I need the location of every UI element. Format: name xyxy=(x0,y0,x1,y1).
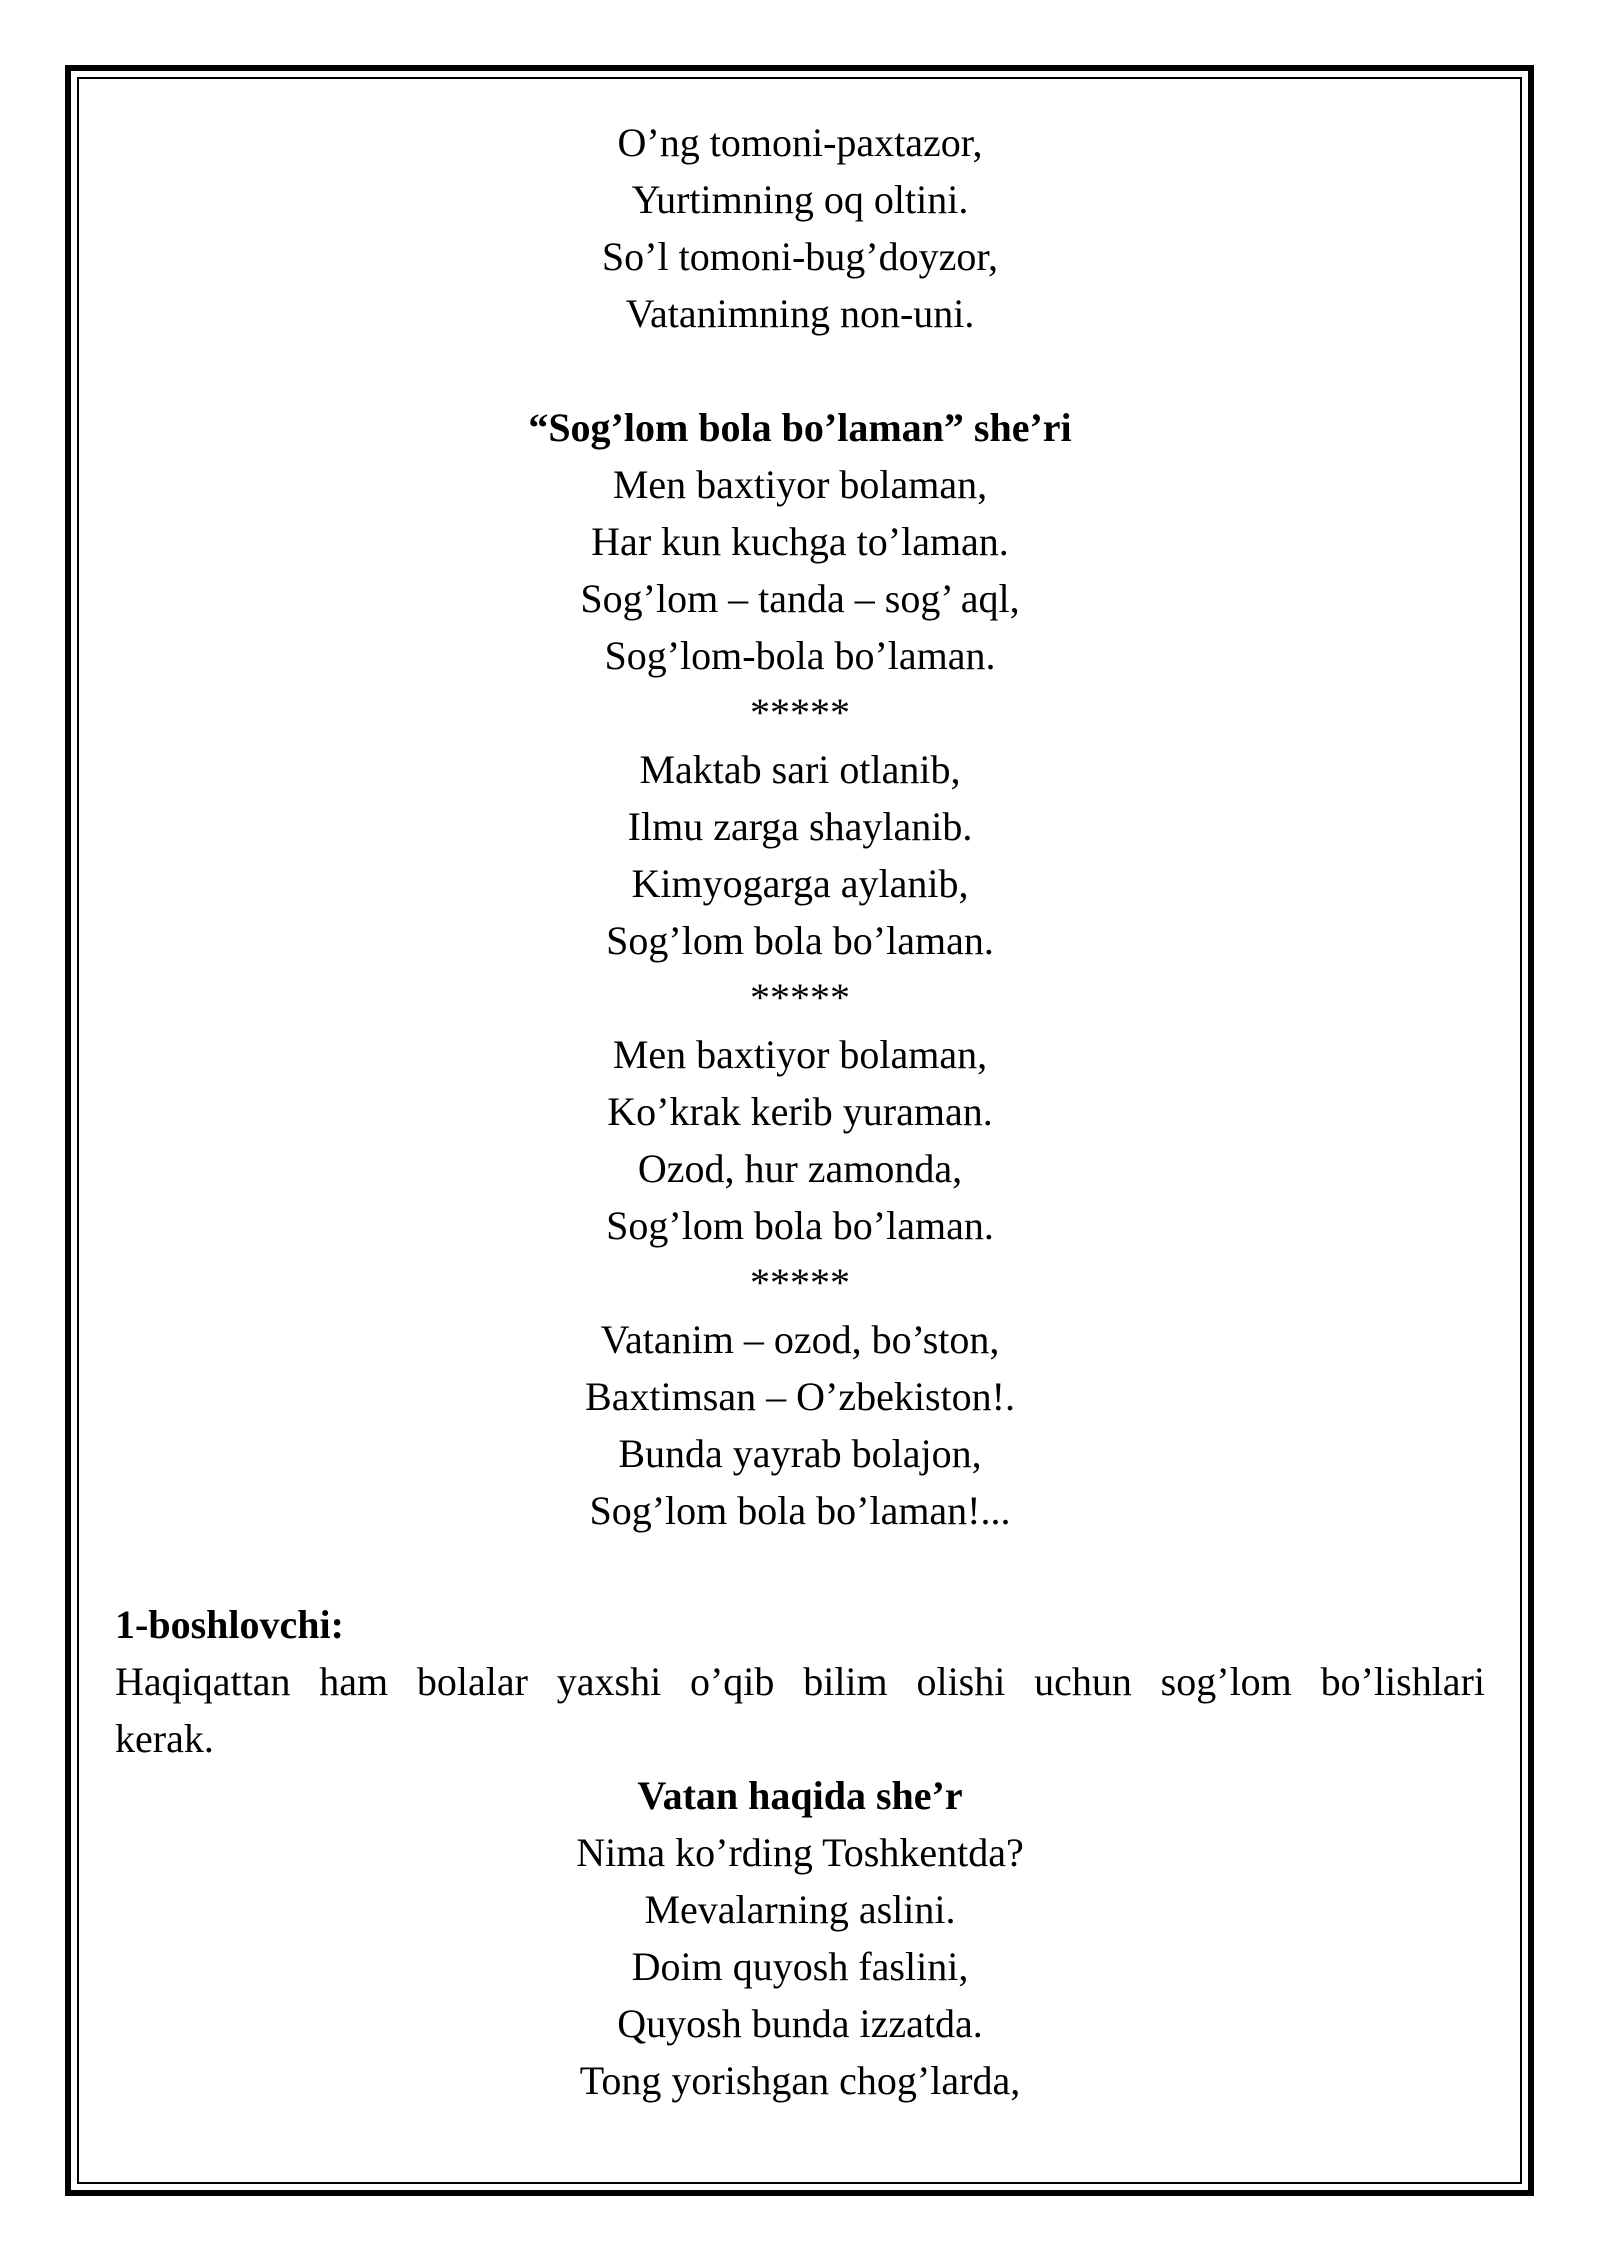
verse-line: Kimyogarga aylanib, xyxy=(631,861,969,906)
verse-line: Har kun kuchga to’laman. xyxy=(591,519,1009,564)
verse-line: Men baxtiyor bolaman, xyxy=(612,1032,988,1077)
verse-line: Men baxtiyor bolaman, xyxy=(612,462,988,507)
verse-line: So’l tomoni-bug’doyzor, xyxy=(601,234,999,279)
stanza-separator: ***** xyxy=(750,975,850,1020)
verse-line: Sog’lom bola bo’laman. xyxy=(606,918,994,963)
poem-title: Vatan haqida she’r xyxy=(637,1773,963,1818)
spacer xyxy=(115,342,1485,399)
stanza-separator: ***** xyxy=(750,690,850,735)
spacer xyxy=(115,1539,1485,1596)
verse-line: Tong yorishgan chog’larda, xyxy=(579,2058,1021,2103)
verse-line: Vatanim – ozod, bo’ston, xyxy=(600,1317,1000,1362)
verse-line: Bunda yayrab bolajon, xyxy=(618,1431,982,1476)
verse-line: Maktab sari otlanib, xyxy=(639,747,961,792)
host-label: 1-boshlovchi: xyxy=(115,1602,344,1647)
intro-stanza xyxy=(115,114,1485,342)
poem-title: “Sog’lom bola bo’laman” she’ri xyxy=(528,405,1072,450)
verse-line: Sog’lom-bola bo’laman. xyxy=(604,633,996,678)
verse-line: Sog’lom bola bo’laman. xyxy=(606,1203,994,1248)
verse-line: Ozod, hur zamonda, xyxy=(637,1146,963,1191)
verse-line: Mevalarning aslini. xyxy=(644,1887,956,1932)
verse-line: Ko’krak kerib yuraman. xyxy=(607,1089,993,1134)
document-body xyxy=(115,114,1485,2109)
host-text-line: Haqiqattan ham bolalar yaxshi o’qib bilim olishi uchun sog’lom bo’lishlari xyxy=(115,1659,1485,1704)
verse-line: Ilmu zarga shaylanib. xyxy=(627,804,973,849)
host-section xyxy=(115,1596,1485,1767)
verse-line: Nima ko’rding Toshkentda? xyxy=(576,1830,1024,1875)
verse-line: Quyosh bunda izzatda. xyxy=(617,2001,983,2046)
verse-line: Doim quyosh faslini, xyxy=(631,1944,969,1989)
poem-sogloom-bola xyxy=(115,399,1485,1539)
verse-line: Sog’lom bola bo’laman!... xyxy=(589,1488,1011,1533)
verse-line: Yurtimning oq oltini. xyxy=(631,177,969,222)
verse-line: Baxtimsan – O’zbekiston!. xyxy=(585,1374,1015,1419)
host-text-line: kerak. xyxy=(115,1716,214,1761)
stanza-separator: ***** xyxy=(750,1260,850,1305)
poem-vatan xyxy=(115,1767,1485,2109)
verse-line: Sog’lom – tanda – sog’ aql, xyxy=(580,576,1020,621)
verse-line: Vatanimning non-uni. xyxy=(625,291,975,336)
verse-line: O’ng tomoni-paxtazor, xyxy=(617,120,983,165)
